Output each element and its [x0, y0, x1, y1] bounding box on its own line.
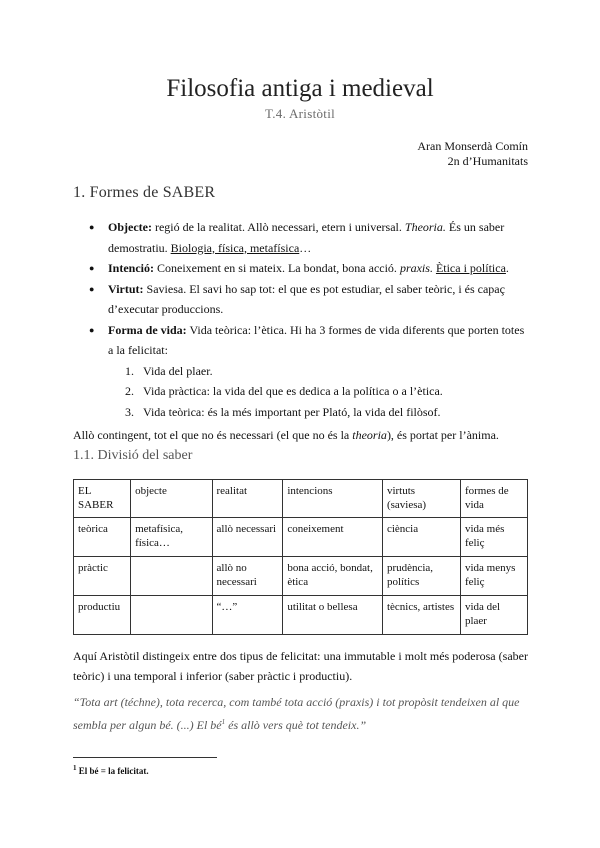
- bullet-text: …: [299, 240, 312, 255]
- bullet-text: És un saber demostratiu.: [108, 220, 505, 255]
- item-number: 1.: [125, 363, 134, 378]
- document-title: Filosofia antiga i medieval: [166, 75, 434, 102]
- author-name: Aran Monserdà Comín: [417, 139, 528, 153]
- bullet-label: Intenció:: [108, 261, 154, 275]
- list-item: [73, 320, 528, 423]
- table-cell: coneixement: [283, 518, 383, 557]
- bullet-text: .: [505, 261, 509, 275]
- table-header-row: [74, 480, 528, 518]
- table-cell: “…”: [212, 596, 283, 635]
- footnote-ref[interactable]: 1: [221, 718, 226, 726]
- author-course: 2n d’Humanitats: [447, 154, 528, 168]
- table-header: virtuts (saviesa): [382, 480, 460, 518]
- numbered-item: [108, 402, 528, 423]
- table-cell: vida del plaer: [460, 596, 527, 635]
- bullet-text: Vida teòrica: l’ètica. Hi ha 3 formes de vida diferents que porten totes a la felicitat:: [108, 322, 525, 357]
- table-cell: metafísica, física…: [131, 518, 212, 557]
- footnote: [73, 764, 149, 776]
- item-text: Vida pràctica: la vida del que es dedica a la política o a l’ètica.: [143, 384, 443, 398]
- numbered-item: [108, 361, 528, 382]
- contingent-paragraph: [73, 427, 533, 443]
- table-cell: [131, 596, 212, 635]
- numbered-item: [108, 381, 528, 402]
- bullet-underlined: Biologia, física, metafísica: [170, 240, 300, 255]
- paragraph-text: Allò contingent, tot el que no és necessari (el que no és la: [73, 428, 353, 442]
- table-row: [74, 557, 528, 596]
- list-item: [73, 279, 528, 320]
- table-header: realitat: [212, 480, 283, 518]
- quote-text: és allò vers què tot tendeix.”: [225, 718, 367, 732]
- footnote-text: El bé = la felicitat.: [78, 766, 149, 776]
- bullet-list: [73, 217, 528, 422]
- table-cell: teòrica: [74, 518, 131, 557]
- table-cell: allò necessari: [212, 518, 283, 557]
- list-item: [73, 217, 528, 258]
- table-cell: bona acció, bondat, ètica: [283, 557, 383, 596]
- table-cell: allò no necessari: [212, 557, 283, 596]
- table-cell: utilitat o bellesa: [283, 596, 383, 635]
- paragraph-text: ), és portat per l’ànima.: [386, 428, 499, 442]
- bullet-label: Virtut:: [108, 281, 144, 296]
- quote-text: “Tota art (téchne), tota recerca, com també tota acció (praxis) i tot propòsit tendeixen al que sembla per algun bé. (...) El bé: [73, 695, 520, 732]
- table-cell: vida menys feliç: [460, 557, 527, 596]
- aristotle-quote: [73, 692, 528, 735]
- table-row: [74, 596, 528, 635]
- numbered-list: [108, 361, 528, 423]
- knowledge-table: [73, 479, 528, 635]
- section-heading: 1. Formes de SABER: [73, 184, 216, 201]
- table-header: intencions: [283, 480, 383, 518]
- table-cell: ciència: [382, 518, 460, 557]
- bullet-text: regió de la realitat. Allò necessari, etern i universal.: [151, 220, 405, 234]
- subsection-heading: 1.1. Divisió del saber: [73, 448, 193, 463]
- footnote-number: 1: [73, 764, 77, 772]
- table-cell: [131, 557, 212, 596]
- paragraph-italic: theoria: [352, 428, 387, 442]
- item-number: 2.: [125, 384, 134, 398]
- bullet-label: Forma de vida:: [108, 322, 187, 337]
- table-cell: vida més feliç: [460, 518, 527, 557]
- item-number: 3.: [125, 404, 134, 419]
- item-text: Vida del plaer.: [143, 363, 213, 378]
- table-cell: pràctic: [74, 557, 131, 596]
- bullet-underlined: Ètica i política: [435, 261, 506, 275]
- list-item: [73, 258, 528, 279]
- table-row: [74, 518, 528, 557]
- bullet-text: Saviesa. El savi ho sap tot: el que es pot estudiar, el saber teòric, i és capaç d’executar produccions.: [108, 281, 505, 316]
- author-block: [417, 139, 528, 169]
- table-header: EL SABER: [74, 480, 131, 518]
- document-subtitle: T.4. Aristòtil: [264, 106, 336, 121]
- table-cell: prudència, polítics: [382, 557, 460, 596]
- bullet-italic: praxis.: [399, 261, 433, 275]
- table-header: objecte: [131, 480, 212, 518]
- bullet-text: Coneixement en si mateix. La bondat, bona acció.: [154, 261, 400, 275]
- bullet-italic: Theoria.: [404, 220, 446, 234]
- table-cell: productiu: [74, 596, 131, 635]
- happiness-paragraph: Aquí Aristòtil distingeix entre dos tipus de felicitat: una immutable i molt més poderosa (saber teòric) i una temporal i inferior (saber pràctic i productiu).: [73, 649, 528, 683]
- table-header: formes de vida: [460, 480, 527, 518]
- bullet-label: Objecte:: [108, 220, 152, 234]
- footnote-divider: [73, 757, 217, 758]
- item-text: Vida teòrica: és la més important per Plató, la vida del filòsof.: [143, 404, 441, 419]
- table-cell: tècnics, artistes: [382, 596, 460, 635]
